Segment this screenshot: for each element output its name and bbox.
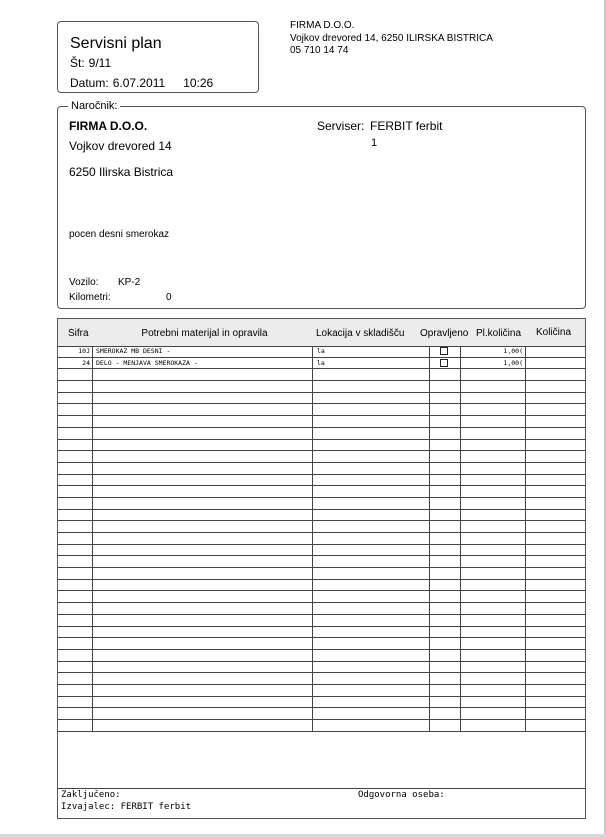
cell-item	[93, 556, 313, 567]
table-row	[58, 650, 585, 662]
cell-qty	[526, 568, 585, 579]
table-row	[58, 580, 585, 592]
cell-code	[58, 533, 93, 544]
cell-qty	[526, 627, 585, 638]
table-row	[58, 475, 585, 487]
table-row	[58, 393, 585, 405]
cell-qty	[526, 463, 585, 474]
cell-location	[313, 662, 430, 673]
customer-street: Vojkov drevored 14	[69, 139, 172, 153]
cell-qty	[526, 697, 585, 708]
cell-qty	[526, 440, 585, 451]
cell-code	[58, 498, 93, 509]
cell-location	[313, 708, 430, 719]
cell-code	[58, 591, 93, 602]
table-row	[58, 720, 585, 732]
cell-done	[430, 697, 461, 708]
cell-location	[313, 697, 430, 708]
cell-code: 10J	[58, 346, 93, 357]
cell-qty	[526, 603, 585, 614]
cell-location	[313, 498, 430, 509]
cell-planned-qty	[461, 580, 526, 591]
table-row	[58, 463, 585, 475]
responsible-label: Odgovorna oseba:	[358, 790, 445, 800]
cell-item	[93, 650, 313, 661]
table-row	[58, 591, 585, 603]
cell-code	[58, 662, 93, 673]
cell-done	[430, 615, 461, 626]
cell-planned-qty	[461, 451, 526, 462]
cell-done	[430, 393, 461, 404]
cell-location	[313, 533, 430, 544]
cell-item	[93, 685, 313, 696]
cell-location	[313, 381, 430, 392]
cell-item	[93, 603, 313, 614]
cell-planned-qty	[461, 521, 526, 532]
km-label: Kilometri:	[69, 292, 111, 303]
cell-qty	[526, 650, 585, 661]
table-body	[58, 346, 585, 732]
cell-location	[313, 369, 430, 380]
cell-planned-qty: 1,00(	[461, 358, 526, 369]
cell-planned-qty	[461, 650, 526, 661]
cell-done	[430, 638, 461, 649]
table-row	[58, 358, 585, 370]
cell-qty	[526, 428, 585, 439]
company-address: Vojkov drevored 14, 6250 ILIRSKA BISTRICA	[290, 32, 493, 44]
cell-qty	[526, 545, 585, 556]
cell-qty	[526, 580, 585, 591]
table-row	[58, 627, 585, 639]
table-row	[58, 662, 585, 674]
cell-code	[58, 428, 93, 439]
cell-done	[430, 404, 461, 415]
serviser-number: 1	[371, 137, 378, 149]
customer-section	[57, 100, 586, 309]
cell-location	[313, 545, 430, 556]
cell-code	[58, 627, 93, 638]
cell-planned-qty	[461, 673, 526, 684]
cell-item	[93, 463, 313, 474]
cell-item	[93, 638, 313, 649]
cell-done	[430, 475, 461, 486]
table-row	[58, 685, 585, 697]
cell-qty	[526, 369, 585, 380]
cell-planned-qty	[461, 381, 526, 392]
cell-code	[58, 650, 93, 661]
cell-location	[313, 510, 430, 521]
cell-code	[58, 685, 93, 696]
cell-qty	[526, 475, 585, 486]
header-qty: Količina	[536, 327, 572, 338]
done-checkbox[interactable]	[440, 347, 448, 355]
header-sifra: Šifra	[68, 328, 89, 339]
company-phone: 05 710 14 74	[290, 45, 349, 56]
cell-code	[58, 673, 93, 684]
cell-code	[58, 404, 93, 415]
cell-location	[313, 416, 430, 427]
cell-code	[58, 381, 93, 392]
cell-planned-qty	[461, 662, 526, 673]
header-material: Potrebni materijal in opravila	[141, 328, 268, 339]
cell-done	[430, 673, 461, 684]
cell-location	[313, 486, 430, 497]
table-row	[58, 486, 585, 498]
cell-planned-qty	[461, 475, 526, 486]
table-row	[58, 568, 585, 580]
vehicle-value: KP-2	[118, 277, 141, 288]
cell-code	[58, 510, 93, 521]
cell-planned-qty	[461, 685, 526, 696]
table-row	[58, 346, 585, 358]
cell-planned-qty	[461, 486, 526, 497]
cell-item	[93, 521, 313, 532]
cell-planned-qty	[461, 568, 526, 579]
cell-item	[93, 591, 313, 602]
cell-planned-qty	[461, 708, 526, 719]
cell-qty	[526, 486, 585, 497]
cell-code	[58, 486, 93, 497]
cell-location	[313, 650, 430, 661]
cell-done	[430, 463, 461, 474]
cell-item	[93, 510, 313, 521]
cell-done	[430, 510, 461, 521]
document-title: Servisni plan	[70, 35, 162, 52]
cell-done	[430, 650, 461, 661]
cell-done	[430, 428, 461, 439]
cell-code	[58, 708, 93, 719]
cell-done	[430, 556, 461, 567]
cell-code	[58, 463, 93, 474]
table-row	[58, 521, 585, 533]
cell-location: la	[313, 358, 430, 369]
materials-table	[57, 318, 586, 819]
cell-item	[93, 428, 313, 439]
cell-code	[58, 580, 93, 591]
cell-qty	[526, 498, 585, 509]
table-row	[58, 428, 585, 440]
cell-qty	[526, 510, 585, 521]
footer-divider	[58, 788, 585, 789]
cell-qty	[526, 708, 585, 719]
time-value: 10:26	[183, 76, 214, 90]
cell-item	[93, 475, 313, 486]
cell-code	[58, 720, 93, 731]
cell-done	[430, 720, 461, 731]
contractor-value: FERBIT ferbit	[120, 802, 192, 812]
cell-location	[313, 673, 430, 684]
cell-item	[93, 545, 313, 556]
cell-done	[430, 627, 461, 638]
cell-done	[430, 451, 461, 462]
serviser-value: FERBIT ferbit	[370, 119, 443, 133]
cell-qty	[526, 521, 585, 532]
customer-city: 6250 Ilirska Bistrica	[69, 165, 174, 179]
cell-done	[430, 603, 461, 614]
cell-planned-qty	[461, 440, 526, 451]
cell-qty	[526, 358, 585, 369]
cell-planned-qty	[461, 591, 526, 602]
table-row	[58, 638, 585, 650]
cell-done	[430, 708, 461, 719]
cell-location	[313, 638, 430, 649]
cell-qty	[526, 404, 585, 415]
customer-legend: Naročnik:	[68, 100, 120, 112]
cell-done	[430, 591, 461, 602]
cell-location	[313, 463, 430, 474]
header-planned-qty: Pl.količina	[476, 328, 522, 339]
cell-code: 24	[58, 358, 93, 369]
table-row	[58, 697, 585, 709]
cell-done	[430, 568, 461, 579]
cell-item	[93, 440, 313, 451]
cell-code	[58, 416, 93, 427]
cell-qty	[526, 451, 585, 462]
cell-done	[430, 498, 461, 509]
cell-planned-qty	[461, 404, 526, 415]
cell-done	[430, 486, 461, 497]
customer-name: FIRMA D.O.O.	[69, 119, 148, 133]
cell-item	[93, 697, 313, 708]
date-label: Datum:	[70, 76, 109, 90]
table-row	[58, 451, 585, 463]
contractor-label: Izvajalec:	[61, 802, 116, 812]
table-row	[58, 440, 585, 452]
cell-done	[430, 580, 461, 591]
cell-qty	[526, 416, 585, 427]
cell-qty	[526, 393, 585, 404]
cell-item	[93, 381, 313, 392]
cell-done	[430, 358, 461, 369]
cell-location	[313, 428, 430, 439]
serviser-label: Serviser:	[317, 119, 365, 133]
header-done: Opravljeno	[420, 328, 469, 339]
cell-location	[313, 591, 430, 602]
document-number	[70, 56, 111, 70]
cell-location	[313, 393, 430, 404]
cell-location	[313, 404, 430, 415]
table-header	[58, 319, 585, 347]
cell-item	[93, 486, 313, 497]
cell-planned-qty	[461, 638, 526, 649]
cell-item	[93, 673, 313, 684]
cell-planned-qty	[461, 627, 526, 638]
cell-planned-qty	[461, 615, 526, 626]
table-row	[58, 533, 585, 545]
cell-done	[430, 369, 461, 380]
finished-label: Zaključeno:	[61, 790, 121, 800]
cell-code	[58, 638, 93, 649]
cell-done	[430, 416, 461, 427]
header-location: Lokacija v skladišču	[316, 328, 405, 339]
cell-done	[430, 685, 461, 696]
contractor	[61, 802, 191, 812]
cell-done	[430, 521, 461, 532]
table-row	[58, 498, 585, 510]
table-row	[58, 603, 585, 615]
cell-planned-qty	[461, 428, 526, 439]
cell-qty	[526, 346, 585, 357]
cell-planned-qty: 1,00(	[461, 346, 526, 357]
cell-qty	[526, 381, 585, 392]
cell-qty	[526, 638, 585, 649]
cell-planned-qty	[461, 720, 526, 731]
cell-item	[93, 580, 313, 591]
cell-item: SMEROKAZ MB DESNI -	[93, 346, 313, 357]
cell-item	[93, 720, 313, 731]
table-row	[58, 510, 585, 522]
cell-location	[313, 685, 430, 696]
cell-location	[313, 720, 430, 731]
vehicle-label: Vozilo:	[69, 277, 99, 288]
cell-planned-qty	[461, 533, 526, 544]
cell-code	[58, 393, 93, 404]
cell-planned-qty	[461, 498, 526, 509]
cell-item	[93, 662, 313, 673]
table-row	[58, 708, 585, 720]
cell-location	[313, 475, 430, 486]
cell-done	[430, 662, 461, 673]
document-title-box	[57, 21, 259, 93]
cell-item	[93, 615, 313, 626]
cell-done	[430, 440, 461, 451]
cell-done	[430, 381, 461, 392]
company-name: FIRMA D.O.O.	[290, 20, 355, 31]
date-value: 6.07.2011	[112, 76, 166, 90]
cell-location	[313, 556, 430, 567]
cell-planned-qty	[461, 556, 526, 567]
table-row	[58, 381, 585, 393]
cell-item	[93, 416, 313, 427]
cell-location	[313, 451, 430, 462]
cell-done	[430, 545, 461, 556]
table-row	[58, 404, 585, 416]
cell-code	[58, 568, 93, 579]
document-date	[70, 76, 213, 90]
cell-planned-qty	[461, 463, 526, 474]
table-row	[58, 615, 585, 627]
cell-item	[93, 568, 313, 579]
km-value: 0	[166, 292, 172, 303]
cell-item	[93, 393, 313, 404]
cell-item	[93, 369, 313, 380]
cell-qty	[526, 685, 585, 696]
table-row	[58, 545, 585, 557]
cell-code	[58, 440, 93, 451]
table-row	[58, 416, 585, 428]
cell-code	[58, 369, 93, 380]
cell-location	[313, 627, 430, 638]
cell-planned-qty	[461, 393, 526, 404]
cell-code	[58, 521, 93, 532]
cell-code	[58, 475, 93, 486]
cell-code	[58, 615, 93, 626]
cell-planned-qty	[461, 510, 526, 521]
cell-location: la	[313, 346, 430, 357]
cell-item	[93, 627, 313, 638]
cell-item	[93, 498, 313, 509]
cell-location	[313, 580, 430, 591]
cell-code	[58, 451, 93, 462]
cell-qty	[526, 533, 585, 544]
cell-planned-qty	[461, 416, 526, 427]
cell-location	[313, 615, 430, 626]
table-row	[58, 556, 585, 568]
cell-qty	[526, 662, 585, 673]
cell-qty	[526, 591, 585, 602]
document-number-value: 9/11	[88, 56, 112, 70]
cell-qty	[526, 615, 585, 626]
cell-item	[93, 533, 313, 544]
cell-location	[313, 603, 430, 614]
cell-done	[430, 533, 461, 544]
cell-location	[313, 521, 430, 532]
cell-item: DELO - MENJAVA SMEROKAZA -	[93, 358, 313, 369]
document-number-label: Št:	[70, 56, 85, 70]
cell-code	[58, 603, 93, 614]
cell-planned-qty	[461, 545, 526, 556]
cell-done	[430, 346, 461, 357]
cell-code	[58, 556, 93, 567]
table-row	[58, 369, 585, 381]
cell-location	[313, 568, 430, 579]
cell-item	[93, 451, 313, 462]
cell-planned-qty	[461, 697, 526, 708]
cell-qty	[526, 720, 585, 731]
cell-planned-qty	[461, 369, 526, 380]
cell-planned-qty	[461, 603, 526, 614]
cell-item	[93, 404, 313, 415]
cell-qty	[526, 673, 585, 684]
cell-item	[93, 708, 313, 719]
cell-code	[58, 545, 93, 556]
cell-location	[313, 440, 430, 451]
cell-qty	[526, 556, 585, 567]
cell-code	[58, 697, 93, 708]
done-checkbox[interactable]	[440, 359, 448, 367]
job-description: pocen desni smerokaz	[69, 229, 170, 240]
table-row	[58, 673, 585, 685]
company-info	[290, 20, 493, 58]
